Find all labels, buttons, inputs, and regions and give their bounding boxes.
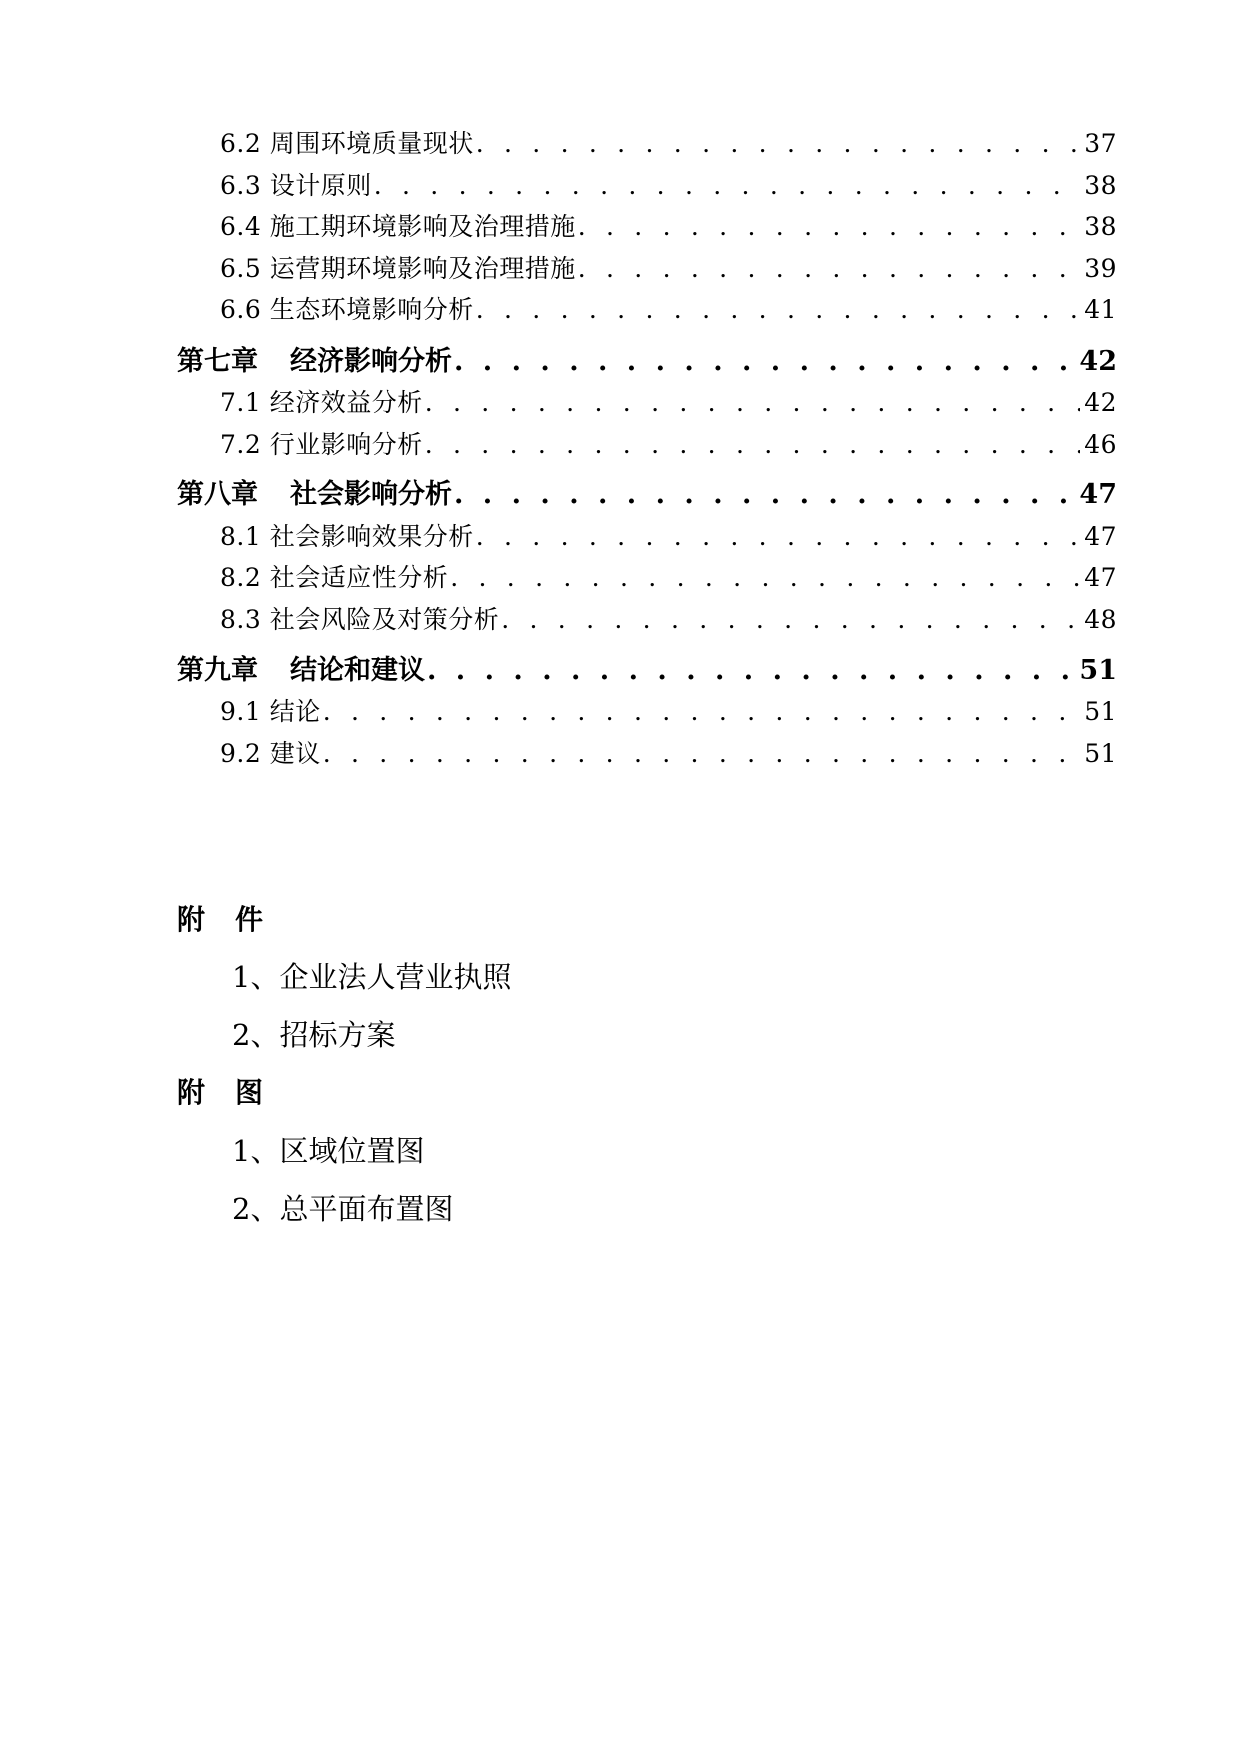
toc-entry-title: 8.2 社会适应性分析 <box>220 563 449 592</box>
toc-leader-dots <box>450 563 1080 592</box>
toc-entry-page: 37 <box>1084 129 1117 158</box>
figure-item: 1、区域位置图 <box>232 1134 425 1168</box>
toc-entry <box>220 692 1117 728</box>
toc-entry-page: 51 <box>1084 697 1117 726</box>
toc-entry-title: 7.2 行业影响分析 <box>220 430 423 459</box>
toc-chapter-number: 第九章 <box>177 655 258 686</box>
toc-entry-title: 6.2 周围环境质量现状 <box>220 129 474 158</box>
figure-item: 2、总平面布置图 <box>232 1192 454 1226</box>
toc-chapter-entry <box>177 339 1117 378</box>
toc-entry <box>220 558 1117 594</box>
toc-leader-dots <box>501 605 1080 634</box>
toc-entry-page: 42 <box>1079 346 1117 377</box>
toc-leader-dots <box>323 697 1080 726</box>
toc-entry-page: 46 <box>1084 430 1117 459</box>
toc-entry-title: 8.3 社会风险及对策分析 <box>220 605 500 634</box>
toc-entry <box>220 207 1117 243</box>
toc-entry-page: 47 <box>1084 522 1117 551</box>
toc-entry-title: 6.4 施工期环境影响及治理措施 <box>220 212 576 241</box>
toc-entry <box>220 425 1117 461</box>
toc-leader-dots <box>425 430 1080 459</box>
toc-entry-page: 51 <box>1084 739 1117 768</box>
toc-entry-page: 38 <box>1084 212 1117 241</box>
toc-entry-page: 39 <box>1084 254 1117 283</box>
attachment-item: 2、招标方案 <box>232 1018 396 1052</box>
toc-entry-page: 47 <box>1079 479 1117 510</box>
toc-chapter-title <box>177 648 425 687</box>
toc-entry-title: 6.6 生态环境影响分析 <box>220 295 474 324</box>
toc-entry-page: 47 <box>1084 563 1117 592</box>
figures-heading-char2: 图 <box>235 1076 264 1109</box>
toc-entry-page: 41 <box>1084 295 1117 324</box>
toc-leader-dots <box>454 479 1075 510</box>
toc-chapter-name: 社会影响分析 <box>290 479 452 510</box>
toc-entry-title: 6.5 运营期环境影响及治理措施 <box>220 254 576 283</box>
toc-leader-dots <box>476 129 1080 158</box>
toc-leader-dots <box>374 171 1080 200</box>
toc-chapter-name: 结论和建议 <box>290 655 425 686</box>
toc-leader-dots <box>476 522 1080 551</box>
attachments-heading <box>177 898 263 938</box>
toc-entry-title: 7.1 经济效益分析 <box>220 388 423 417</box>
toc-chapter-entry <box>177 648 1117 687</box>
figures-heading <box>177 1071 263 1111</box>
toc-entry-page: 51 <box>1079 655 1117 686</box>
toc-leader-dots <box>476 295 1080 324</box>
toc-chapter-entry <box>177 472 1117 511</box>
toc-entry <box>220 124 1117 160</box>
toc-entry <box>220 383 1117 419</box>
toc-chapter-name: 经济影响分析 <box>290 346 452 377</box>
attachments-heading-char1: 附 <box>177 903 206 936</box>
toc-entry <box>220 517 1117 553</box>
toc-leader-dots <box>578 212 1080 241</box>
toc-entry <box>220 734 1117 770</box>
toc-entry-title: 9.1 结论 <box>220 697 321 726</box>
toc-entry-title: 6.3 设计原则 <box>220 171 372 200</box>
attachments-heading-char2: 件 <box>235 903 264 936</box>
toc-entry-title: 8.1 社会影响效果分析 <box>220 522 474 551</box>
toc-leader-dots <box>578 254 1080 283</box>
toc-entry <box>220 290 1117 326</box>
toc-chapter-number: 第八章 <box>177 479 258 510</box>
toc-entry-page: 48 <box>1084 605 1117 634</box>
figures-heading-char1: 附 <box>177 1076 206 1109</box>
toc-leader-dots <box>323 739 1080 768</box>
toc-chapter-title <box>177 472 452 511</box>
toc-entry-page: 42 <box>1084 388 1117 417</box>
toc-leader-dots <box>454 346 1075 377</box>
toc-entry <box>220 600 1117 636</box>
attachment-item: 1、企业法人营业执照 <box>232 960 512 994</box>
toc-chapter-number: 第七章 <box>177 346 258 377</box>
toc-leader-dots <box>425 388 1080 417</box>
toc-entry-title: 9.2 建议 <box>220 739 321 768</box>
toc-entry <box>220 166 1117 202</box>
toc-entry-page: 38 <box>1084 171 1117 200</box>
toc-chapter-title <box>177 339 452 378</box>
toc-entry <box>220 249 1117 285</box>
toc-leader-dots <box>427 655 1075 686</box>
